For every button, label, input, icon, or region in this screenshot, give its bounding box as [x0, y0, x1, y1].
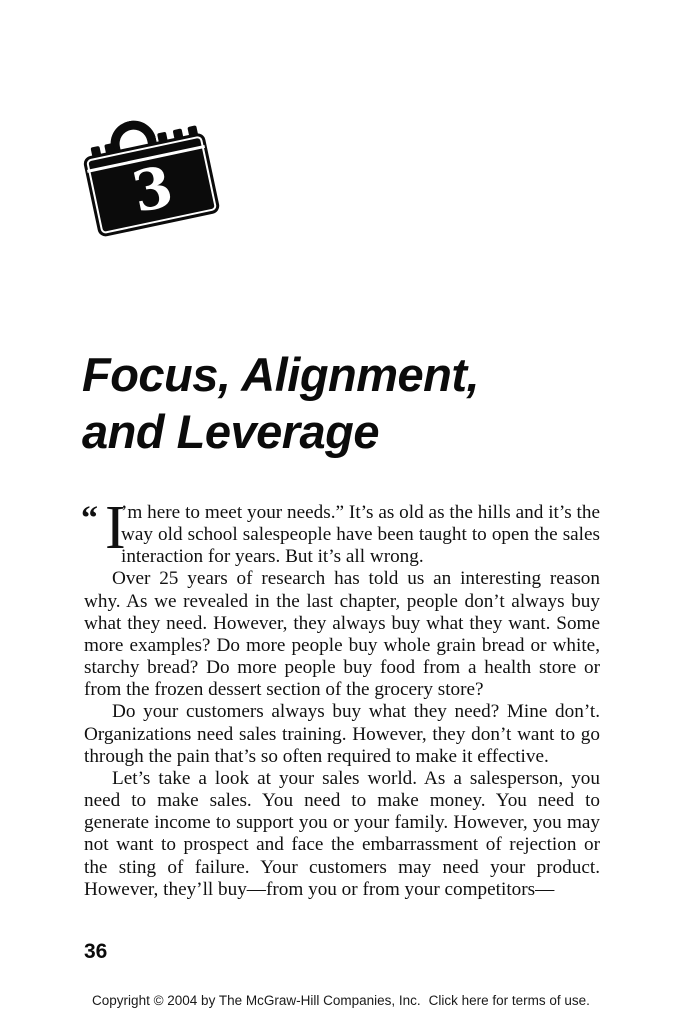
copyright-line [0, 993, 682, 1008]
chapter-title [82, 346, 479, 460]
chapter-title-line2: and Leverage [82, 405, 380, 458]
paragraph-4: Let’s take a look at your sales world. As a salesperson, you need to make sales. You need to make money. You need to generate income to support you or your family. However, you may not want to prospect and face the embarrassment of rejection or the sting of failure. Your customers may need your product. However, they’ll buy—from you or from your competitors— [84, 767, 600, 900]
copyright-text: Copyright © 2004 by The McGraw-Hill Companies, Inc. [92, 993, 421, 1008]
chapter-briefcase-icon [77, 104, 222, 239]
terms-of-use-link[interactable]: Click here for terms of use. [428, 993, 590, 1008]
dropcap-letter: I [105, 494, 126, 562]
chapter-title-line1: Focus, Alignment, [82, 348, 480, 401]
chapter-number: 3 [126, 153, 179, 227]
paragraph-2: Over 25 years of research has told us an interesting reason why. As we revealed in the last chapter, people don’t always buy what they need. However, they always buy what they want. Some more examples? Do more people buy whole grain bread or white, starchy bread? Do more people buy food from a health store or from the frozen dessert section of the grocery store? [84, 568, 600, 701]
page-number: 36 [84, 940, 108, 963]
paragraph-1 [81, 494, 600, 568]
opening-quote-mark: “ [81, 500, 96, 537]
briefcase-body [82, 132, 220, 238]
body-text [81, 494, 600, 901]
paragraph-1-text: ’m here to meet your needs.” It’s as old as the hills and it’s the way old school salespeople have been taught to open the sales interaction for years. But it’s all wrong. [121, 502, 600, 568]
paragraph-3: Do your customers always buy what they need? Mine don’t. Organizations need sales training. However, they don’t want to go through the pain that’s so often required to make it effective. [84, 701, 600, 767]
